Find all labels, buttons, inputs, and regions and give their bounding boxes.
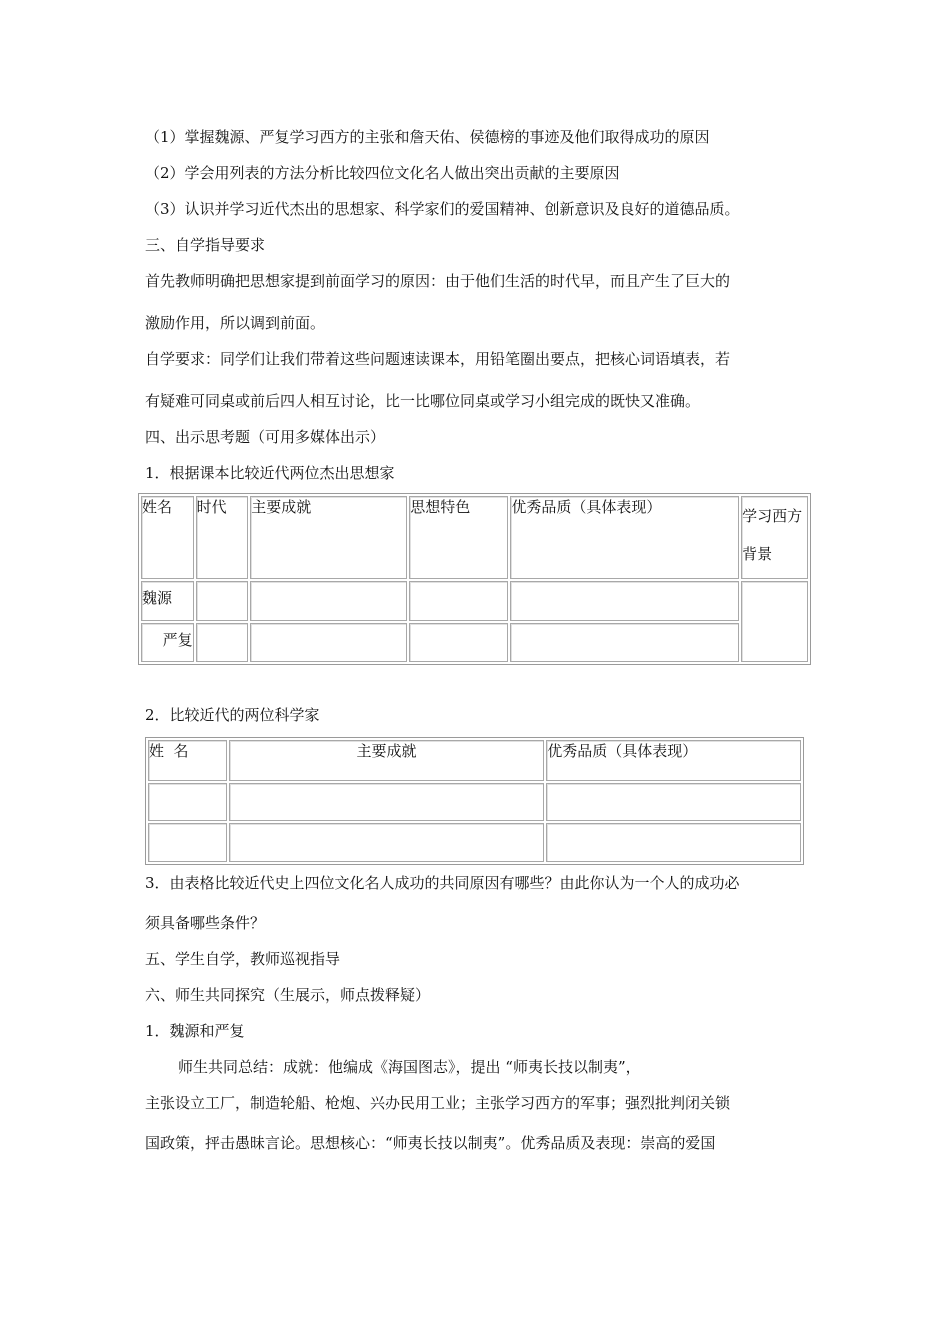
row-yanfu-name: 严复 bbox=[141, 623, 194, 662]
section-5-heading: 五、学生自学，教师巡视指导 bbox=[145, 950, 341, 968]
subsection-1-heading: 1．魏源和严复 bbox=[145, 1022, 245, 1040]
header-qualities-2: 优秀品质（具体表现） bbox=[546, 740, 801, 781]
row-weiyuan-era bbox=[196, 581, 249, 620]
row-yanfu-qualities bbox=[510, 623, 739, 662]
row-weiyuan-name: 魏源 bbox=[141, 581, 194, 620]
section-6-heading: 六、师生共同探究（生展示，师点拨释疑） bbox=[145, 986, 431, 1004]
header-achievements: 主要成就 bbox=[250, 496, 407, 579]
question-1: 1．根据课本比较近代两位杰出思想家 bbox=[145, 464, 395, 482]
goal-3: （3）认识并学习近代杰出的思想家、科学家们的爱国精神、创新意识及良好的道德品质。 bbox=[145, 200, 740, 218]
scientist-row-1-achievements bbox=[229, 783, 544, 822]
question-2: 2．比较近代的两位科学家 bbox=[145, 706, 320, 724]
scientist-row-1-qualities bbox=[546, 783, 801, 822]
header-thought: 思想特色 bbox=[409, 496, 508, 579]
summary-line-1: 师生共同总结：成就：他编成《海国图志》，提出 “师夷长技以制夷”， bbox=[178, 1058, 641, 1076]
section-3-heading: 三、自学指导要求 bbox=[145, 236, 266, 254]
summary-line-2: 主张设立工厂，制造轮船、枪炮、兴办民用工业；主张学习西方的军事；强烈批判闭关锁 bbox=[145, 1094, 731, 1112]
paragraph-2-line-2: 有疑难可同桌或前后四人相互讨论，比一比哪位同桌或学习小组完成的既快又准确。 bbox=[145, 392, 701, 410]
row-weiyuan-achievements bbox=[250, 581, 407, 620]
goal-1: （1）掌握魏源、严复学习西方的主张和詹天佑、侯德榜的事迹及他们取得成功的原因 bbox=[145, 128, 710, 146]
header-qualities: 优秀品质（具体表现） bbox=[510, 496, 739, 579]
question-3-line-2: 须具备哪些条件？ bbox=[145, 914, 266, 932]
row-weiyuan-qualities bbox=[510, 581, 739, 620]
scientist-row-2-qualities bbox=[546, 823, 801, 862]
row-yanfu-era bbox=[196, 623, 249, 662]
header-era: 时代 bbox=[196, 496, 249, 579]
paragraph-1-line-2: 激励作用，所以调到前面。 bbox=[145, 314, 326, 332]
thinkers-table bbox=[138, 493, 811, 665]
background-cell bbox=[741, 581, 808, 662]
goal-2: （2）学会用列表的方法分析比较四位文化名人做出突出贡献的主要原因 bbox=[145, 164, 620, 182]
row-yanfu-achievements bbox=[250, 623, 407, 662]
paragraph-2-line-1: 自学要求：同学们让我们带着这些问题速读课本，用铅笔圈出要点，把核心词语填表，若 bbox=[145, 350, 731, 368]
question-3-line-1: 3．由表格比较近代史上四位文化名人成功的共同原因有哪些？由此你认为一个人的成功必 bbox=[145, 874, 740, 892]
section-4-heading: 四、出示思考题（可用多媒体出示） bbox=[145, 428, 386, 446]
row-yanfu-thought bbox=[409, 623, 508, 662]
summary-line-3: 国政策，抨击愚昧言论。思想核心：“师夷长技以制夷”。优秀品质及表现：崇高的爱国 bbox=[145, 1134, 716, 1152]
paragraph-1-line-1: 首先教师明确把思想家提到前面学习的原因：由于他们生活的时代早，而且产生了巨大的 bbox=[145, 272, 731, 290]
scientists-table bbox=[145, 737, 804, 865]
row-weiyuan-thought bbox=[409, 581, 508, 620]
header-name-2: 姓 名 bbox=[148, 740, 227, 781]
header-name: 姓名 bbox=[141, 496, 194, 579]
scientist-row-2-achievements bbox=[229, 823, 544, 862]
scientist-row-1-name bbox=[148, 783, 227, 822]
header-achievements-2: 主要成就 bbox=[229, 740, 544, 781]
scientist-row-2-name bbox=[148, 823, 227, 862]
header-background: 学习西方背景 bbox=[741, 496, 808, 579]
